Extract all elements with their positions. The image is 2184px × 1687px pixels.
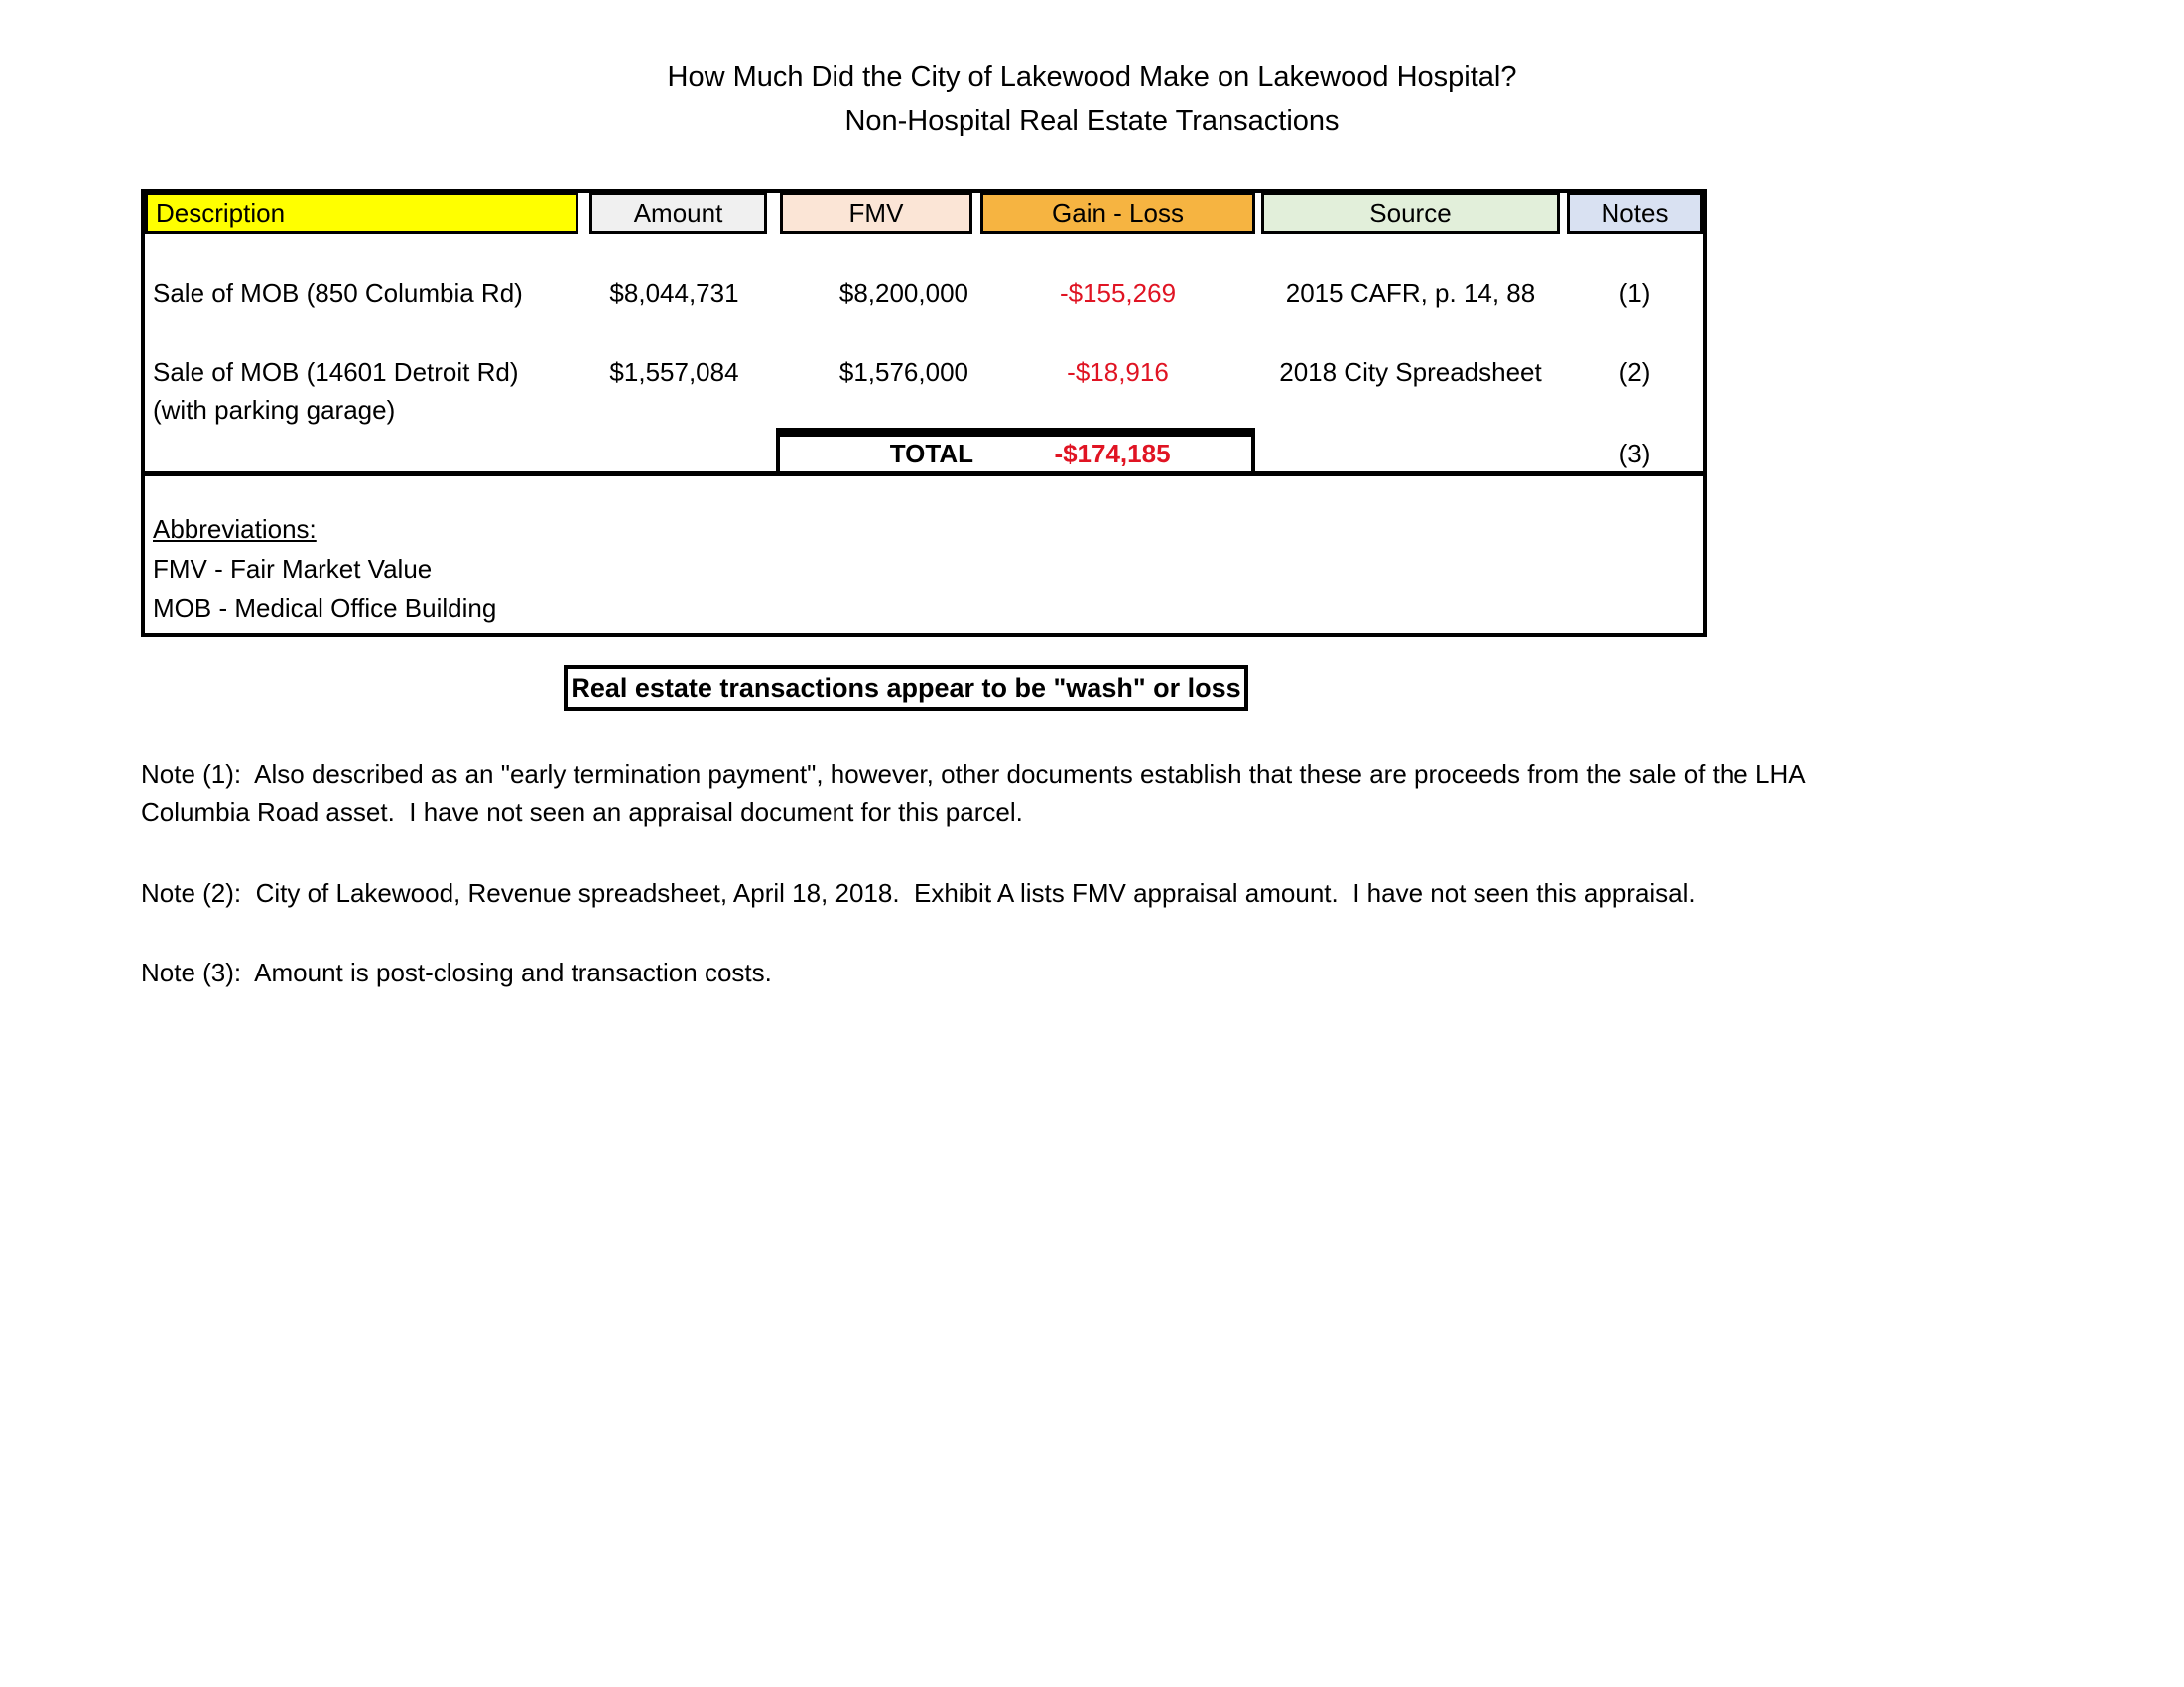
column-header-notes: Notes bbox=[1567, 193, 1703, 234]
abbreviations-heading: Abbreviations: bbox=[153, 514, 317, 544]
conclusion-callout bbox=[564, 665, 1248, 711]
abbreviation-mob: MOB - Medical Office Building bbox=[153, 593, 497, 623]
row2-note-ref: (2) bbox=[1618, 357, 1651, 387]
conclusion-text: Real estate transactions appear to be "wash" or loss bbox=[571, 672, 1241, 703]
row1-fmv: $8,200,000 bbox=[838, 278, 968, 308]
row2-amount: $1,557,084 bbox=[609, 357, 739, 387]
column-header-description: Description bbox=[145, 193, 578, 234]
row2-fmv: $1,576,000 bbox=[838, 357, 968, 387]
row1-amount: $8,044,731 bbox=[609, 278, 739, 308]
abbreviation-fmv: FMV - Fair Market Value bbox=[153, 554, 433, 584]
total-value: -$174,185 bbox=[1054, 439, 1171, 468]
transactions-table bbox=[141, 189, 1707, 637]
column-header-amount: Amount bbox=[589, 193, 767, 234]
row1-source: 2015 CAFR, p. 14, 88 bbox=[1285, 278, 1536, 308]
column-header-source: Source bbox=[1261, 193, 1560, 234]
total-box bbox=[776, 428, 1255, 476]
page-title: How Much Did the City of Lakewood Make on Lakewood Hospital? bbox=[667, 62, 1517, 93]
row2-source: 2018 City Spreadsheet bbox=[1279, 357, 1542, 387]
title-block bbox=[0, 56, 2184, 143]
row1-note-ref: (1) bbox=[1618, 278, 1651, 308]
footnote-1: Note (1): Also described as an "early termination payment", however, other documents establish that these are proceeds from the sale of the LHA Columbia Road asset. I have not seen an appraisal document for this parcel. bbox=[141, 759, 1812, 827]
total-note-ref: (3) bbox=[1618, 439, 1651, 468]
column-header-gain-loss: Gain - Loss bbox=[980, 193, 1255, 234]
row2-description-line2: (with parking garage) bbox=[153, 395, 396, 425]
footnote-2: Note (2): City of Lakewood, Revenue spreadsheet, April 18, 2018. Exhibit A lists FMV appraisal amount. I have not seen this appraisal. bbox=[141, 878, 1696, 908]
column-header-fmv: FMV bbox=[780, 193, 972, 234]
row1-description: Sale of MOB (850 Columbia Rd) bbox=[153, 278, 523, 308]
row2-gain-loss: -$18,916 bbox=[1067, 357, 1169, 387]
page-subtitle: Non-Hospital Real Estate Transactions bbox=[844, 105, 1340, 137]
total-label: TOTAL bbox=[889, 439, 973, 468]
row2-description: Sale of MOB (14601 Detroit Rd) bbox=[153, 357, 519, 387]
footnote-3: Note (3): Amount is post-closing and transaction costs. bbox=[141, 958, 772, 987]
row1-gain-loss: -$155,269 bbox=[1059, 278, 1177, 308]
